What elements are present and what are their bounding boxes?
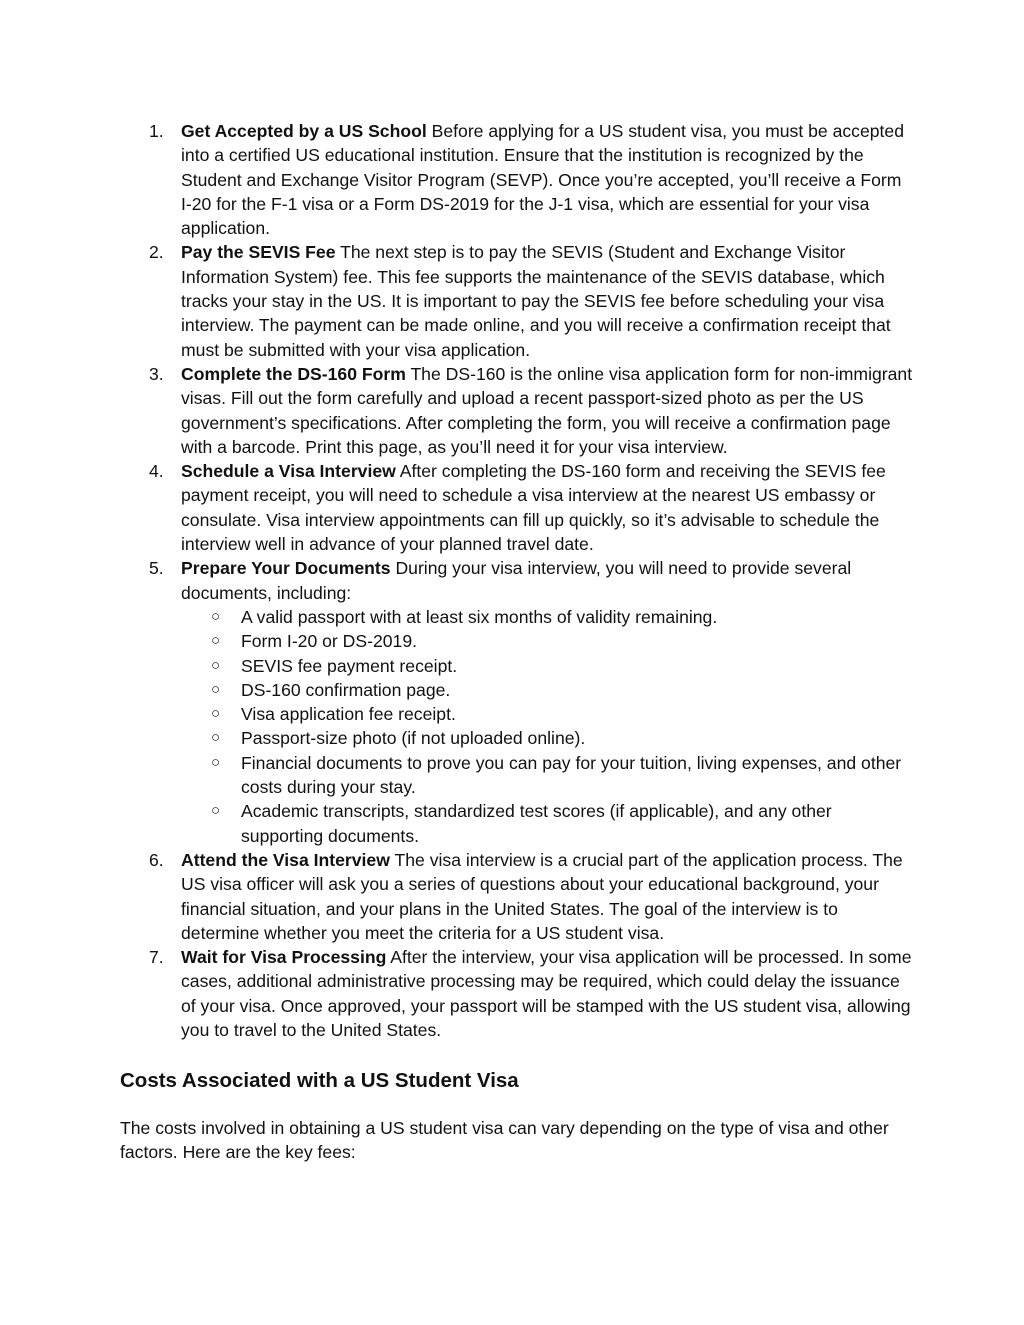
step-text: The visa interview is a crucial part of the application process. The US visa officer will ask you a series of questions about your educational background, your financial situation, and your plans in the United States. The goal of the interview is to determine whether you meet the criteria for a US student visa. [181, 849, 903, 943]
document-item: ○ DS-160 confirmation page. [181, 678, 914, 702]
step-text: The DS-160 is the online visa application form for non-immigrant visas. Fill out the form carefully and upload a recent passport-sized photo as per the US government’s specifications. After completing the form, you will receive a confirmation page with a barcode. Print this page, as you’ll need it for your visa interview. [181, 363, 913, 457]
bullet-icon: ○ [211, 607, 221, 625]
steps-list [0, 119, 1024, 1042]
step-number: 6. [149, 849, 164, 870]
section-heading: Costs Associated with a US Student Visa [120, 1069, 519, 1092]
documents-list [181, 605, 914, 848]
document-item: ○ Academic transcripts, standardized test scores (if applicable), and any other supporting documents. [211, 801, 832, 846]
step-item-4 [0, 459, 1024, 556]
step-number: 1. [149, 121, 164, 141]
bullet-icon: ○ [211, 656, 221, 674]
step-number: 4. [149, 461, 164, 482]
step-item-3 [0, 362, 1024, 459]
document-item: ○ Visa application fee receipt. [181, 702, 914, 726]
step-number: 2. [149, 242, 164, 263]
document-item: ○ Financial documents to prove you can pay for your tuition, living expenses, and other costs during your stay. [211, 752, 902, 798]
bullet-icon: ○ [211, 802, 221, 820]
bullet-icon: ○ [211, 729, 221, 747]
step-item-6 [0, 848, 1024, 945]
step-text: During your visa interview, you will need to provide several documents, including: [181, 558, 852, 603]
step-number: 5. [149, 558, 164, 579]
step-item-2 [0, 240, 1024, 361]
step-item-5 [0, 556, 1024, 848]
step-title: Pay the SEVIS Fee [181, 242, 336, 263]
bullet-icon: ○ [211, 705, 221, 723]
step-item-7 [0, 945, 1024, 1042]
step-number: 7. [149, 947, 164, 968]
step-title: Attend the Visa Interview [181, 849, 390, 870]
bullet-icon: ○ [211, 680, 221, 698]
step-title: Get Accepted by a US School [181, 121, 427, 141]
bullet-icon: ○ [211, 753, 221, 771]
step-title: Schedule a Visa Interview [181, 461, 396, 482]
step-text: Before applying for a US student visa, you must be accepted into a certified US educational institution. Ensure that the institution is recognized by the Student and Exchange Visitor Program (SEVP). Once you’re accepted, you’ll receive a Form I-20 for the F-1 visa or a Form DS-2019 for the J-1 visa, which are essential for your visa application. [181, 121, 904, 239]
section-intro: The costs involved in obtaining a US student visa can vary depending on the type of visa and other factors. Here are the key fees: [120, 1118, 889, 1163]
document-item: ○ SEVIS fee payment receipt. [181, 654, 914, 678]
document-item: ○ Passport-size photo (if not uploaded online). [181, 726, 914, 750]
step-number: 3. [149, 363, 164, 384]
step-text: The next step is to pay the SEVIS (Student and Exchange Visitor Information System) fee. This fee supports the maintenance of the SEVIS database, which tracks your stay in the US. It is important to pay the SEVIS fee before scheduling your visa interview. The payment can be made online, and you will receive a confirmation receipt that must be submitted with your visa application. [181, 242, 891, 360]
step-item-1 [0, 119, 1024, 240]
bullet-icon: ○ [211, 632, 221, 650]
step-title: Complete the DS-160 Form [181, 363, 406, 384]
document-item: ○ Form I-20 or DS-2019. [181, 629, 914, 653]
document-item: ○ A valid passport with at least six months of validity remaining. [181, 605, 914, 629]
step-title: Prepare Your Documents [181, 558, 391, 579]
step-title: Wait for Visa Processing [181, 947, 387, 968]
document-page [0, 119, 1024, 1163]
step-text: After the interview, your visa application will be processed. In some cases, additional administrative processing may be required, which could delay the issuance of your visa. Once approved, your passport will be stamped with the US student visa, allowing you to travel to the United States. [181, 947, 912, 1040]
step-text: After completing the DS-160 form and receiving the SEVIS fee payment receipt, you will need to schedule a visa interview at the nearest US embassy or consulate. Visa interview appointments can fill up quickly, so it’s advisable to schedule the interview well in advance of your planned travel date. [181, 461, 886, 555]
